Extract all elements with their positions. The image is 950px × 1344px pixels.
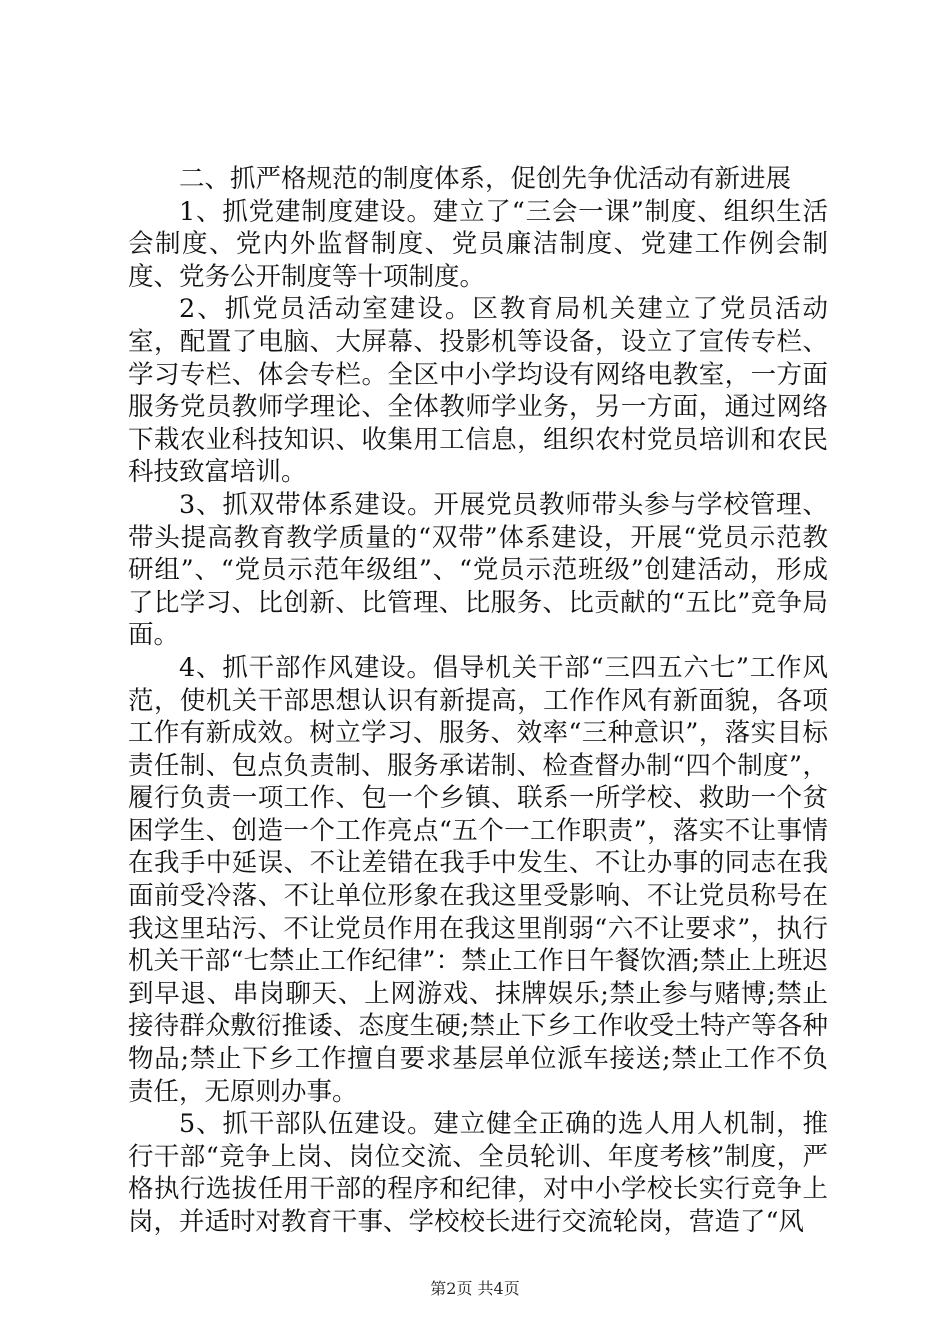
section-heading: 二、抓严格规范的制度体系，促创先争优活动有新进展 — [179, 164, 792, 194]
paragraph-1: 1、抓党建制度建设。建立了“三会一课”制度、组织生活会制度、党内外监督制度、党员廉洁制度、党建工作例会制度、党务公开制度等十项制度。 — [128, 196, 828, 292]
document-body — [128, 163, 828, 1239]
paragraph-3: 3、抓双带体系建设。开展党员教师带头参与学校管理、带头提高教育教学质量的“双带”体系建设，开展“党员示范教研组”、“党员示范年级组”、“党员示范班级”创建活动，形成了比学习、比创新、比管理、比服务、比贡献的“五比”竞争局面。 — [128, 489, 828, 651]
paragraph-4: 4、抓干部作风建设。倡导机关干部“三四五六七”工作风范，使机关干部思想认识有新提高，工作作风有新面貌，各项工作有新成效。树立学习、服务、效率“三种意识”，落实目标责任制、包点负责制、服务承诺制、检查督办制“四个制度”，履行负责一项工作、包一个乡镇、联系一所学校、救助一个贫困学生、创造一个工作亮点“五个一工作职责”，落实不让事情在我手中延误、不让差错在我手中发生、不让办事的同志在我面前受冷落、不让单位形象在我这里受影响、不让党员称号在我这里玷污、不让党员作用在我这里削弱“六不让要求”，执行机关干部“七禁止工作纪律”：禁止工作日午餐饮酒;禁止上班迟到早退、串岗聊天、上网游戏、抹牌娱乐;禁止参与赌博;禁止接待群众敷衍推诿、态度生硬;禁止下乡工作收受土特产等各种物品;禁止下乡工作擅自要求基层单位派车接送;禁止工作不负责任，无原则办事。 — [128, 652, 828, 1107]
paragraph-2: 2、抓党员活动室建设。区教育局机关建立了党员活动室，配置了电脑、大屏幕、投影机等设备，设立了宣传专栏、学习专栏、体会专栏。全区中小学均设有网络电教室，一方面服务党员教师学理论、全体教师学业务，另一方面，通过网络下栽农业科技知识、收集用工信息，组织农村党员培训和农民科技致富培训。 — [128, 294, 828, 488]
page-number-footer: 第2页 共4页 — [430, 1279, 520, 1298]
paragraph-5: 5、抓干部队伍建设。建立健全正确的选人用人机制，推行干部“竞争上岗、岗位交流、全员轮训、年度考核”制度，严格执行选拔任用干部的程序和纪律，对中小学校长实行竞争上岗，并适时对教育干事、学校校长进行交流轮岗，营造了“风 — [128, 1109, 828, 1237]
